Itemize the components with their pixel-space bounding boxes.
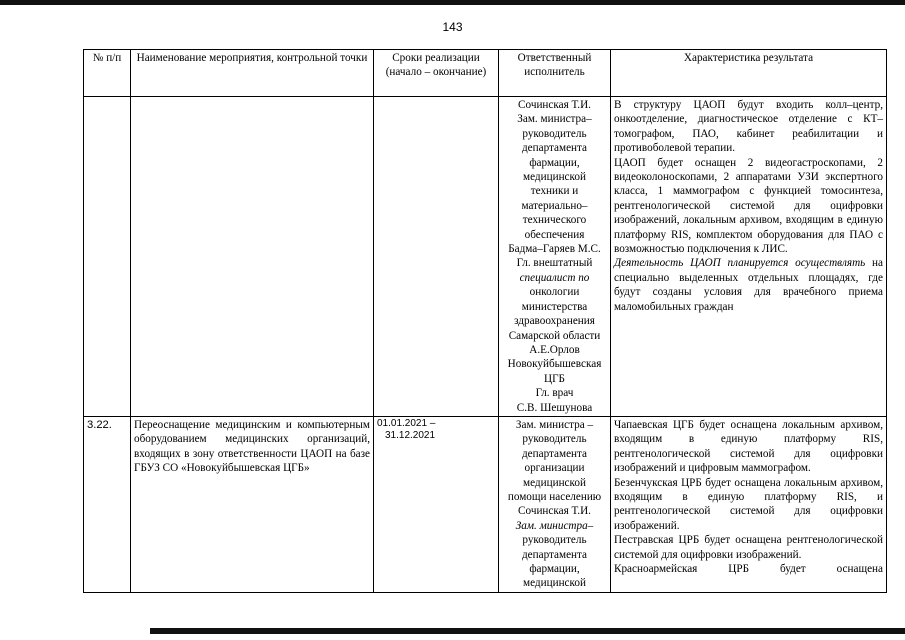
responsible-line: медицинской	[523, 577, 586, 590]
row2-responsible-cell	[499, 416, 611, 592]
result-paragraph	[614, 256, 883, 314]
row1-responsible-cell	[499, 97, 611, 417]
row2-num-cell: 3.22.	[84, 416, 131, 592]
header-num: № п/п	[84, 50, 131, 97]
responsible-line: обеспечения	[524, 228, 585, 241]
responsible-line: Новокуйбышевская	[507, 358, 602, 371]
responsible-line: помощи населению	[507, 490, 602, 503]
table-row	[84, 416, 887, 592]
row1-num-cell	[84, 97, 131, 417]
date-start: 01.01.2021 –	[377, 417, 436, 429]
responsible-line: Зам. министра–	[515, 519, 594, 532]
table-row	[84, 97, 887, 417]
responsible-line: медицинской	[523, 476, 586, 489]
responsible-line: медицинской	[523, 171, 586, 184]
responsible-line: А.Е.Орлов	[529, 343, 580, 356]
responsible-line: организации	[524, 462, 585, 475]
events-table	[83, 49, 887, 593]
row1-dates-cell	[374, 97, 499, 417]
date-end: 31.12.2021	[385, 429, 436, 441]
responsible-line: Самарской области	[508, 329, 601, 342]
responsible-line: здравоохранения	[514, 315, 595, 328]
responsible-line: ЦГБ	[544, 372, 565, 385]
header-name: Наименование мероприятия, контрольной точки	[131, 50, 374, 97]
responsible-line: руководитель	[522, 433, 587, 446]
result-paragraph: Чапаевская ЦГБ будет оснащена локальным архивом, входящим в единую платформу RIS, рентгенологической системой для оцифровки изображений и цифровым маммографом.	[614, 418, 883, 475]
responsible-line: Зам. министра–	[517, 113, 592, 126]
responsible-line: министерства	[521, 300, 588, 313]
responsible-line: фармации,	[529, 563, 580, 575]
responsible-line: материально–	[521, 199, 588, 212]
bottom-border	[150, 628, 905, 634]
responsible-line: специалист по	[519, 271, 590, 284]
responsible-line: Гл. внештатный	[516, 257, 593, 270]
result-text: на специально выделенных отдельных площадях, где будут созданы условия для врачебного приема маломобильных граждан	[614, 257, 884, 313]
responsible-line: технического	[522, 214, 587, 227]
responsible-line: руководитель	[522, 127, 587, 140]
responsible-line: С.В. Шешунова	[516, 401, 593, 414]
table-header-row	[84, 50, 887, 97]
responsible-line: Бадма–Гаряев М.С.	[508, 243, 601, 256]
responsible-line: Сочинская Т.И.	[518, 505, 591, 518]
result-paragraph: Безенчукская ЦРБ будет оснащена локальным архивом, входящим в единую платформу RIS, и рентгенологической системой для оцифровки изображений.	[614, 476, 883, 532]
result-paragraph: В структуру ЦАОП будут входить колл–центр, онкоотделение, диагностическое отделение с КТ–томографом, ПАО, кабинет реабилитации и противоболевой терапии.	[614, 99, 883, 155]
top-border	[0, 0, 905, 5]
responsible-line: департамента	[521, 142, 588, 155]
row2-dates-cell	[374, 416, 499, 592]
responsible-line: Сочинская Т.И.	[518, 99, 591, 111]
responsible-line: техники и	[530, 185, 579, 198]
row2-result-cell	[611, 416, 887, 592]
row2-name-cell: Переоснащение медицинским и компьютерным оборудованием медицинских организаций, входящих в зону ответственности ЦАОП на базе ГБУЗ СО «Новокуйбышевская ЦГБ»	[131, 416, 374, 592]
header-result: Характеристика результата	[611, 50, 887, 97]
result-paragraph: Красноармейская ЦРБ будет оснащена	[614, 563, 883, 575]
responsible-line: департамента	[521, 447, 588, 460]
result-italic-text: Деятельность ЦАОП планируется осуществлять	[614, 257, 866, 270]
page-number: 143	[442, 20, 463, 34]
responsible-line: Гл. врач	[535, 387, 574, 400]
header-dates: Сроки реализации (начало – окончание)	[374, 50, 499, 97]
responsible-line: фармации,	[529, 156, 580, 169]
responsible-line: департамента	[521, 548, 588, 561]
row1-result-cell	[611, 97, 887, 417]
result-paragraph: ЦАОП будет оснащен 2 видеогастроскопами, 2 видеоколоноскопами, 2 аппаратами УЗИ экспертного класса, 1 маммографом с функцией томосинтеза, рентгенологической системой для оцифровки изображений, локальным архивом, входящим в единую платформу RIS, комплектом оборудования для ПАО с возможностью подключения к ЛИС.	[614, 156, 883, 256]
responsible-line: руководитель	[522, 534, 587, 547]
responsible-line: онкологии	[529, 286, 580, 299]
row1-name-cell	[131, 97, 374, 417]
responsible-line: Зам. министра –	[515, 418, 594, 431]
result-paragraph: Пестравская ЦРБ будет оснащена рентгенологической системой для оцифровки изображений.	[614, 534, 883, 561]
header-responsible: Ответственный исполнитель	[499, 50, 611, 97]
